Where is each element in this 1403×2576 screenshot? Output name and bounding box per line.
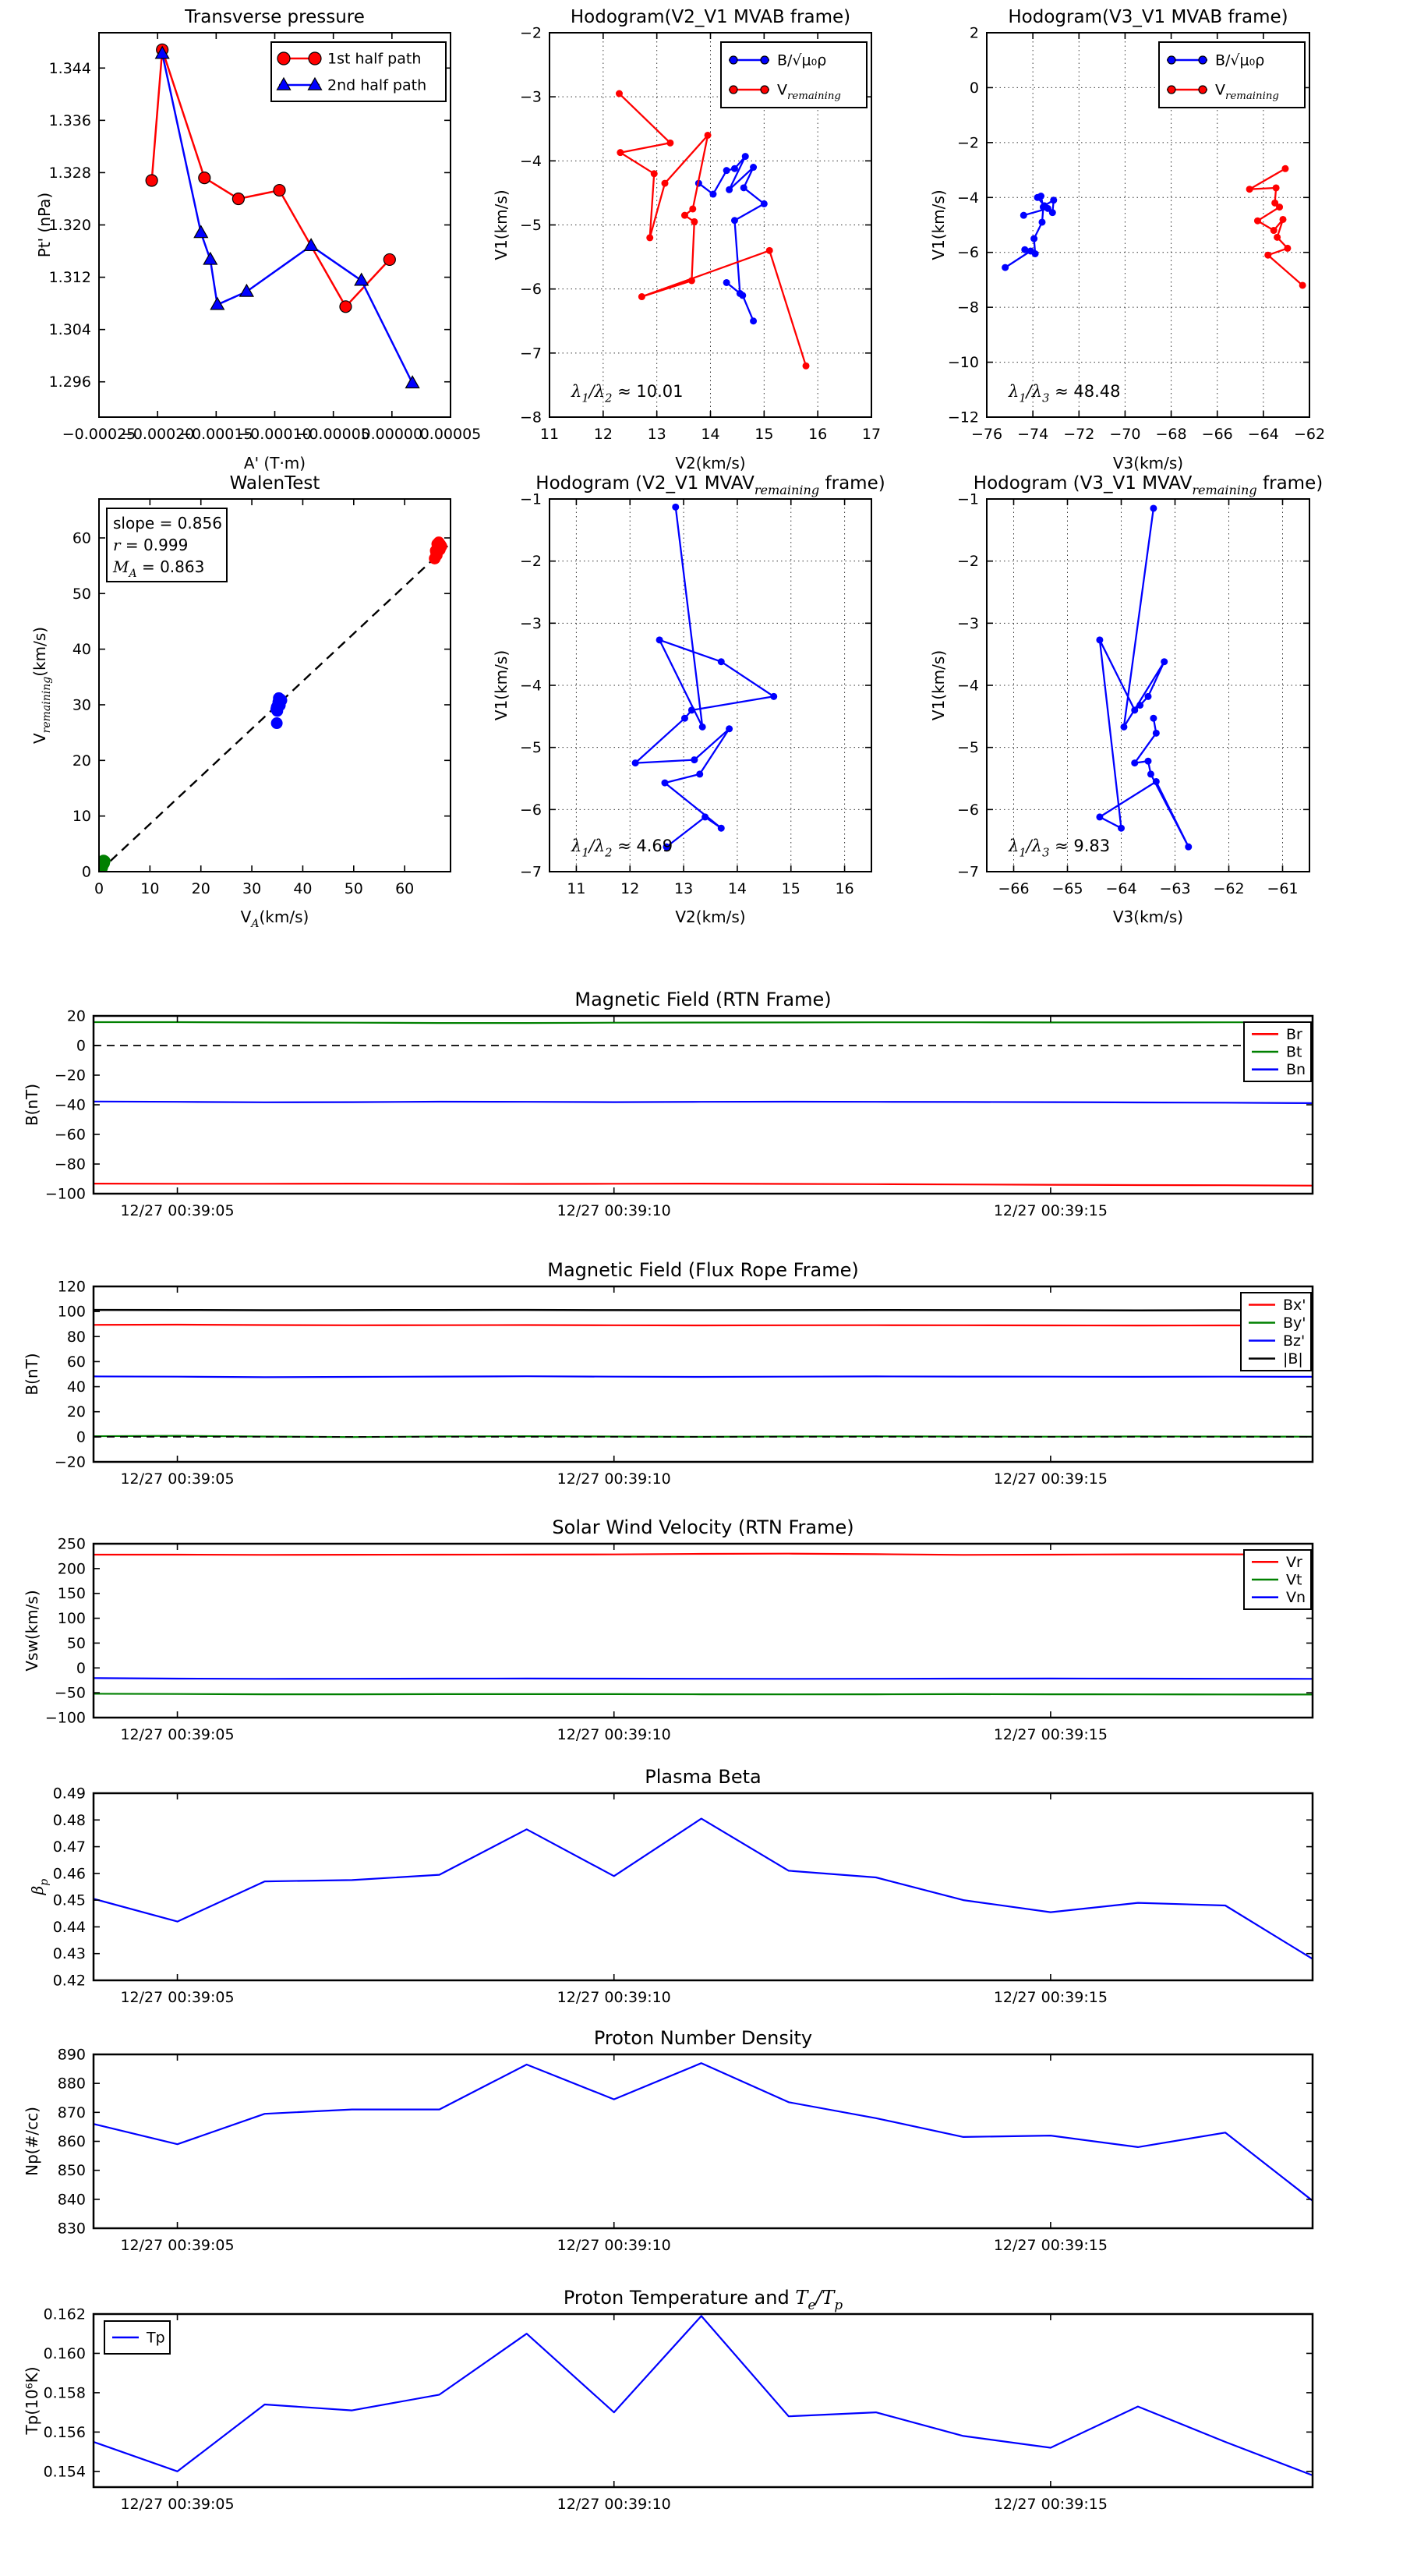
y-tick-label: 0.48	[52, 1811, 86, 1829]
y-tick-label: 60	[66, 1353, 86, 1371]
y-axis-label: B(nT)	[23, 1353, 41, 1396]
y-tick-label: −6	[519, 281, 542, 299]
legend-item-label: |B|	[1283, 1350, 1303, 1368]
chart-title: Hodogram (V3_V1 $MVAV_{remaining}$ frame)	[973, 473, 1323, 497]
axis-ticks	[94, 1544, 1313, 1718]
lambda-annotation: $\lambda_1/\lambda_3 \approx 48.48$	[1009, 382, 1121, 405]
axes-frame	[94, 1793, 1313, 1980]
y-tick-label: −80	[54, 1155, 86, 1173]
y-tick-label: 880	[57, 2075, 86, 2093]
y-tick-label: −6	[956, 244, 979, 262]
y-tick-label: 870	[57, 2104, 86, 2121]
y-axis-label: $V_{remaining}(km/s)$	[30, 626, 53, 745]
x-axis-label: $V_A(km/s)$	[240, 908, 309, 930]
y-tick-label: −50	[54, 1684, 86, 1702]
y-tick-label: 0.46	[52, 1865, 86, 1883]
plot-area	[1002, 165, 1306, 289]
lambda-annotation: $\lambda_1/\lambda_2 \approx 4.69$	[571, 837, 673, 860]
series-v-remaining	[1246, 165, 1306, 289]
chart-title: WalenTest	[229, 473, 320, 494]
y-tick-label: 30	[72, 696, 91, 714]
legend-item-label: 2nd half path	[327, 76, 427, 94]
y-tick-labels	[49, 60, 91, 391]
chart-title: Proton Temperature and $T_e/T_p$	[563, 2287, 843, 2313]
x-tick-label: −70	[1109, 426, 1141, 443]
y-tick-label: 840	[57, 2191, 86, 2209]
chart-hodogram-v2v1-mvab	[492, 7, 881, 472]
x-tick-label: 12/27 00:39:10	[557, 1202, 671, 1219]
x-tick-label: 12/27 00:39:10	[557, 2237, 671, 2254]
y-tick-label: −8	[956, 299, 979, 317]
y-tick-label: 80	[66, 1328, 86, 1346]
x-tick-labels	[120, 1989, 1107, 2006]
x-tick-labels	[120, 1726, 1107, 1743]
axes-frame	[987, 499, 1309, 872]
axis-ticks	[94, 1016, 1313, 1194]
x-tick-label: 12/27 00:39:05	[120, 1726, 235, 1743]
y-tick-label: −2	[519, 553, 542, 571]
y-tick-label: 20	[72, 752, 91, 770]
plot-area	[616, 90, 810, 370]
x-tick-label: −0.00020	[120, 426, 195, 443]
x-tick-label: −72	[1063, 426, 1095, 443]
chart-proton-number-density	[23, 2027, 1313, 2254]
y-tick-label: −4	[956, 677, 979, 695]
x-tick-label: 12/27 00:39:05	[120, 1202, 235, 1219]
x-tick-labels	[540, 426, 881, 443]
x-tick-label: 14	[727, 880, 747, 897]
chart-walen-test	[30, 473, 451, 930]
y-tick-label: −1	[956, 490, 979, 508]
y-axis-label: Vsw(km/s)	[23, 1590, 41, 1672]
x-tick-label: −0.00005	[296, 426, 370, 443]
y-tick-label: 120	[57, 1278, 86, 1296]
series-Bt	[94, 1022, 1313, 1023]
legend	[104, 2321, 170, 2354]
lambda-annotation: $\lambda_1/\lambda_2 \approx 10.01$	[571, 382, 684, 405]
x-tick-label: −0.00010	[238, 426, 312, 443]
y-tick-label: 0.156	[43, 2423, 86, 2441]
y-tick-label: 1.304	[48, 321, 91, 339]
y-tick-label: −5	[519, 739, 542, 757]
x-tick-labels	[120, 2496, 1107, 2513]
chart-title: Hodogram(V2_V1 MVAB frame)	[570, 7, 851, 27]
legend-item-label: Tp	[147, 2329, 165, 2347]
x-axis-label: V3(km/s)	[1112, 908, 1184, 926]
x-tick-label: −61	[1267, 880, 1299, 897]
x-tick-labels	[120, 1202, 1107, 1219]
x-tick-label: 12/27 00:39:05	[120, 2496, 235, 2513]
series-Tp	[94, 2316, 1313, 2475]
y-axis-label: V1(km/s)	[492, 189, 511, 260]
x-tick-label: 12/27 00:39:05	[120, 1470, 235, 1488]
x-tick-label: 17	[861, 426, 882, 443]
y-tick-label: −2	[956, 553, 979, 571]
y-tick-label: 1.312	[48, 269, 91, 287]
legend	[1244, 1550, 1311, 1609]
y-axis-label: V1(km/s)	[929, 649, 948, 721]
chart-title: Transverse pressure	[185, 7, 365, 27]
y-axis-label: Tp(10⁶K)	[23, 2366, 41, 2435]
x-tick-label: 12/27 00:39:15	[993, 1202, 1108, 1219]
y-tick-label: 1.320	[48, 217, 91, 234]
x-tick-label: 12/27 00:39:15	[993, 2237, 1108, 2254]
y-tick-label: −100	[44, 1709, 86, 1727]
series-Vn	[94, 1678, 1313, 1679]
stats-line: slope = 0.856	[113, 514, 222, 533]
y-tick-label: −3	[519, 614, 542, 632]
x-tick-labels	[120, 2237, 1107, 2254]
x-tick-label: 12/27 00:39:10	[557, 1989, 671, 2006]
x-tick-label: −0.00025	[62, 426, 136, 443]
y-tick-label: 0	[76, 1659, 86, 1677]
x-axis-label: V2(km/s)	[675, 454, 746, 472]
chart-title: Magnetic Field (RTN Frame)	[574, 989, 832, 1010]
x-tick-label: 50	[344, 880, 363, 897]
legend-item-label: Vt	[1286, 1571, 1302, 1589]
y-tick-label: 1.344	[48, 59, 91, 77]
series-b-over-sqrt-mu0rho	[1002, 193, 1057, 271]
y-tick-label: 1.328	[48, 164, 91, 182]
x-tick-label: 0	[94, 880, 104, 897]
plot-area	[94, 536, 451, 875]
plot-area	[632, 504, 778, 851]
y-tick-label: 1.336	[48, 111, 91, 129]
y-axis-label: V1(km/s)	[929, 189, 948, 260]
y-tick-label: −4	[956, 189, 979, 207]
y-tick-label: 10	[72, 808, 91, 826]
legend-item-label: Bn	[1286, 1061, 1306, 1079]
y-tick-labels	[45, 1008, 86, 1203]
chart-magnetic-field-flux-rope	[23, 1259, 1313, 1488]
chart-title: Hodogram (V2_V1 $MVAV_{remaining}$ frame)	[535, 473, 885, 497]
y-tick-labels	[948, 25, 979, 426]
y-tick-label: −5	[956, 739, 979, 757]
y-tick-label: −12	[947, 409, 979, 426]
stats-box	[107, 508, 227, 582]
y-tick-label: 150	[57, 1585, 86, 1603]
series-beta-p	[94, 1819, 1313, 1959]
x-tick-label: 12/27 00:39:10	[557, 1470, 671, 1488]
x-tick-label: −64	[1247, 426, 1279, 443]
y-tick-label: 860	[57, 2133, 86, 2150]
y-tick-label: 40	[72, 641, 91, 659]
chart-proton-temperature	[23, 2287, 1313, 2513]
x-tick-label: −66	[1201, 426, 1233, 443]
series-Br	[94, 1184, 1313, 1186]
y-tick-label: 0.43	[52, 1945, 86, 1963]
legend-item-label: B/√μ₀ρ	[1215, 51, 1265, 69]
axis-ticks	[94, 1793, 1313, 1980]
y-tick-label: 100	[57, 1303, 86, 1321]
series-Vt	[94, 1693, 1313, 1694]
x-tick-labels	[998, 880, 1298, 897]
x-tick-label: 12/27 00:39:10	[557, 1726, 671, 1743]
chart-title: Proton Number Density	[593, 2027, 813, 2049]
y-axis-label: V1(km/s)	[492, 649, 511, 721]
axis-ticks	[94, 1286, 1313, 1462]
y-axis-label: Pt' (nPa)	[35, 192, 54, 258]
y-tick-labels	[58, 2047, 86, 2238]
x-axis-label: A' (T·m)	[243, 454, 306, 472]
axes-frame	[94, 2054, 1313, 2228]
legend-item-label: $V_{remaining}$	[1215, 81, 1279, 103]
legend	[1244, 1022, 1311, 1081]
x-tick-label: 10	[140, 880, 160, 897]
chart-hodogram-v2v1-mvav	[492, 473, 885, 926]
axis-ticks	[94, 2314, 1313, 2487]
y-tick-labels	[520, 25, 542, 426]
chart-hodogram-v3v1-mvav	[929, 473, 1323, 926]
y-tick-label: −7	[519, 863, 542, 881]
x-tick-label: −66	[998, 880, 1030, 897]
y-tick-label: 0.160	[43, 2344, 86, 2362]
legend-item-label: Bx'	[1283, 1297, 1306, 1314]
legend-item-label: By'	[1283, 1315, 1306, 1332]
legend	[1159, 42, 1305, 108]
x-tick-label: 14	[701, 426, 720, 443]
y-tick-labels	[45, 1536, 86, 1727]
y-tick-label: −3	[956, 614, 979, 632]
y-tick-label: 40	[66, 1378, 86, 1396]
y-tick-label: 20	[66, 1403, 86, 1421]
series-b-over-sqrt-mu0rho	[695, 153, 768, 324]
x-tick-label: 15	[755, 426, 774, 443]
x-axis-label: V3(km/s)	[1112, 454, 1184, 472]
x-tick-label: 12/27 00:39:15	[993, 2496, 1108, 2513]
y-tick-label: 20	[66, 1007, 86, 1025]
y-tick-label: 0.49	[52, 1785, 86, 1803]
legend	[1241, 1293, 1311, 1371]
y-tick-label: 0	[76, 1428, 86, 1446]
y-tick-label: 50	[72, 585, 91, 603]
series-cluster-mid	[270, 692, 288, 729]
x-tick-label: −74	[1017, 426, 1049, 443]
series-B-magnitude	[94, 1310, 1313, 1311]
y-tick-label: −20	[54, 1067, 86, 1085]
x-tick-labels	[120, 1470, 1107, 1488]
y-axis-label: B(nT)	[23, 1083, 41, 1127]
y-tick-label: 0	[76, 1037, 86, 1055]
x-tick-labels	[567, 880, 853, 897]
chart-title: Plasma Beta	[645, 1766, 762, 1788]
y-tick-label: −60	[54, 1126, 86, 1144]
y-tick-label: 0	[969, 79, 979, 97]
x-tick-label: −68	[1155, 426, 1187, 443]
axes-frame	[94, 1016, 1313, 1194]
x-tick-label: −0.00015	[179, 426, 253, 443]
y-tick-label: 0	[81, 863, 91, 881]
legend-item-label: Bz'	[1283, 1332, 1306, 1350]
y-tick-label: 850	[57, 2162, 86, 2180]
legend-item-label: Br	[1286, 1025, 1302, 1043]
series-cluster-end	[429, 536, 447, 564]
x-tick-label: −65	[1051, 880, 1083, 897]
plot-area	[94, 2063, 1313, 2201]
y-tick-label: −40	[54, 1096, 86, 1114]
y-tick-label: 0.154	[43, 2463, 86, 2481]
x-tick-label: 11	[539, 426, 560, 443]
x-axis-label: V2(km/s)	[675, 908, 746, 926]
y-tick-label: 0.158	[43, 2384, 86, 2402]
y-tick-labels	[957, 491, 979, 881]
y-tick-label: −1	[519, 490, 542, 508]
x-tick-label: 11	[567, 880, 586, 897]
y-tick-label: 2	[969, 24, 979, 42]
x-tick-label: 12	[593, 426, 613, 443]
x-tick-label: 12/27 00:39:05	[120, 2237, 235, 2254]
y-tick-label: 0.162	[43, 2305, 86, 2323]
x-tick-labels	[94, 880, 414, 897]
legend	[721, 42, 867, 108]
y-tick-label: −20	[54, 1453, 86, 1471]
y-tick-labels	[520, 491, 542, 881]
y-tick-label: −10	[947, 354, 979, 372]
plot-area	[94, 1819, 1313, 1959]
y-tick-label: 60	[72, 529, 91, 547]
x-tick-label: 12/27 00:39:15	[993, 1726, 1108, 1743]
y-tick-label: 1.296	[48, 373, 91, 391]
stats-line: r = 0.999	[113, 536, 189, 554]
x-tick-label: 12	[620, 880, 640, 897]
y-tick-label: 0.44	[52, 1918, 86, 1936]
x-tick-label: 15	[781, 880, 800, 897]
series-Np	[94, 2063, 1313, 2201]
x-tick-label: 13	[673, 880, 694, 897]
stats-line: $M_A = 0.863$	[113, 557, 205, 580]
series-Bn	[94, 1102, 1313, 1103]
series-v-path	[1096, 504, 1192, 850]
axis-ticks	[94, 2054, 1313, 2228]
y-tick-label: −7	[956, 863, 979, 881]
y-tick-label: 0.45	[52, 1891, 86, 1909]
x-tick-label: 12/27 00:39:15	[993, 1989, 1108, 2006]
y-tick-label: 0.42	[52, 1972, 86, 1990]
axes-frame	[94, 1544, 1313, 1718]
chart-title: Hodogram(V3_V1 MVAB frame)	[1008, 7, 1288, 27]
series-v-path	[632, 504, 778, 851]
legend-item-label: Vn	[1286, 1589, 1306, 1607]
y-axis-label: Np(#/cc)	[23, 2107, 41, 2176]
x-tick-label: 20	[191, 880, 210, 897]
legend-item-label: B/√μ₀ρ	[777, 51, 827, 69]
plot-area	[94, 1310, 1313, 1437]
axes-frame	[94, 2314, 1313, 2487]
x-tick-label: 60	[395, 880, 415, 897]
x-tick-label: −76	[970, 426, 1003, 443]
grid	[987, 499, 1309, 872]
plot-area	[94, 1554, 1313, 1695]
x-tick-label: 12/27 00:39:15	[993, 1470, 1108, 1488]
legend-item-label: Vr	[1286, 1553, 1302, 1571]
y-tick-label: −7	[519, 345, 542, 363]
series-Bz-prime	[94, 1376, 1313, 1377]
y-tick-label: −6	[519, 801, 542, 819]
y-tick-label: −2	[956, 134, 979, 152]
y-tick-label: 250	[57, 1535, 86, 1553]
series-Vr	[94, 1554, 1313, 1555]
x-tick-label: −64	[1105, 880, 1137, 897]
y-tick-label: 830	[57, 2220, 86, 2238]
y-tick-label: 200	[57, 1560, 86, 1578]
x-tick-labels	[971, 426, 1325, 443]
x-tick-label: 30	[242, 880, 262, 897]
chart-transverse-pressure	[35, 7, 481, 472]
x-tick-label: 13	[647, 426, 666, 443]
y-tick-labels	[44, 2306, 86, 2481]
plot-area	[94, 2316, 1313, 2475]
y-tick-label: 0.47	[52, 1838, 86, 1856]
y-tick-label: 100	[57, 1610, 86, 1628]
y-tick-label: −3	[519, 88, 542, 106]
chart-title: Solar Wind Velocity (RTN Frame)	[552, 1516, 854, 1538]
x-tick-label: 12/27 00:39:05	[120, 1989, 235, 2006]
plot-area	[94, 1022, 1313, 1186]
grid	[550, 499, 871, 872]
x-tick-label: 16	[835, 880, 854, 897]
legend-item-label: $V_{remaining}$	[777, 81, 841, 103]
x-tick-label: −62	[1293, 426, 1326, 443]
y-tick-label: 50	[66, 1634, 86, 1652]
chart-hodogram-v3v1-mvab	[929, 7, 1325, 472]
y-tick-labels	[53, 1785, 86, 1990]
chart-title: Magnetic Field (Flux Rope Frame)	[547, 1259, 859, 1281]
y-tick-label: 890	[57, 2046, 86, 2064]
chart-solar-wind-velocity	[23, 1516, 1313, 1743]
y-tick-labels	[55, 1279, 86, 1471]
y-axis-label: $\beta_p$	[28, 1878, 51, 1895]
y-tick-label: −4	[519, 152, 542, 170]
y-tick-label: −4	[519, 677, 542, 695]
x-tick-label: 0.00005	[419, 426, 482, 443]
x-tick-label: 16	[808, 426, 828, 443]
legend	[271, 42, 446, 101]
x-tick-label: 0.00000	[361, 426, 423, 443]
x-tick-label: 12/27 00:39:10	[557, 2496, 671, 2513]
legend-item-label: 1st half path	[327, 50, 422, 68]
x-tick-label: −62	[1213, 880, 1245, 897]
y-tick-label: −100	[44, 1185, 86, 1203]
lambda-annotation: $\lambda_1/\lambda_3 \approx 9.83$	[1009, 837, 1111, 860]
x-tick-label: −63	[1159, 880, 1191, 897]
y-tick-label: −2	[519, 24, 542, 42]
x-tick-label: 40	[293, 880, 313, 897]
chart-magnetic-field-rtn	[23, 989, 1313, 1219]
axis-ticks	[987, 499, 1309, 872]
plot-area	[1096, 504, 1192, 850]
y-tick-label: −6	[956, 801, 979, 819]
series-v-remaining	[616, 90, 810, 370]
y-tick-label: −5	[519, 217, 542, 234]
axes-frame	[94, 1286, 1313, 1462]
chart-plasma-beta	[28, 1766, 1313, 2006]
legend-item-label: Bt	[1286, 1043, 1302, 1061]
x-tick-labels	[62, 426, 482, 443]
y-tick-labels	[72, 529, 91, 880]
y-tick-label: −8	[519, 409, 542, 426]
